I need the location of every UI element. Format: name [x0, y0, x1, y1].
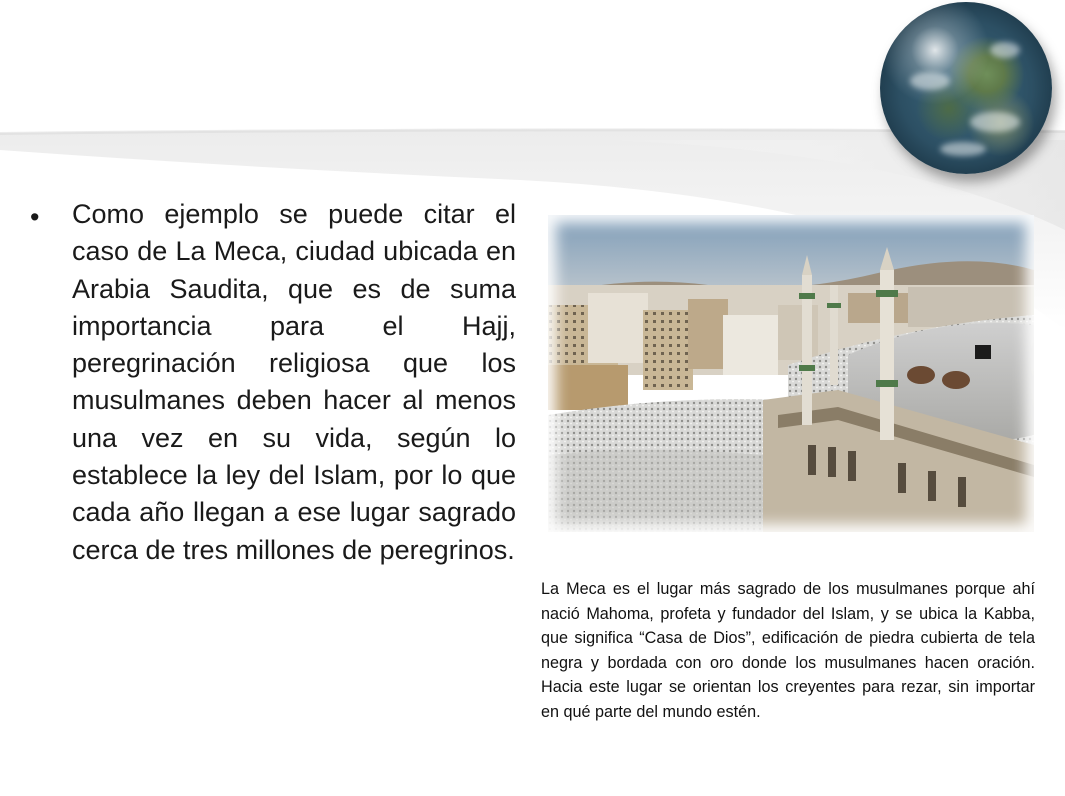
globe-icon	[880, 2, 1052, 174]
bullet-text: Como ejemplo se puede citar el caso de La Meca, ciudad ubicada en Arabia Saudita, que es de suma importancia para el Hajj, peregrinación religiosa que los musulmanes deben hacer al menos una vez en su vida, según lo establece la ley del Islam, por lo que cada año llegan a ese lugar sagrado cerca de tres millones de peregrinos.	[72, 199, 516, 565]
bullet-block	[30, 196, 516, 569]
photo-caption: La Meca es el lugar más sagrado de los musulmanes porque ahí nació Mahoma, profeta y fundador del Islam, y se ubica la Kabba, que significa “Casa de Dios”, edificación de piedra cubierta de tela negra y bordada con oro donde los musulmanes hacen oración. Hacia este lugar se orientan los creyentes para rezar, sin importar en qué parte del mundo estén.	[541, 580, 1035, 721]
bullet-dot: •	[30, 202, 40, 232]
mecca-photo	[548, 215, 1034, 532]
